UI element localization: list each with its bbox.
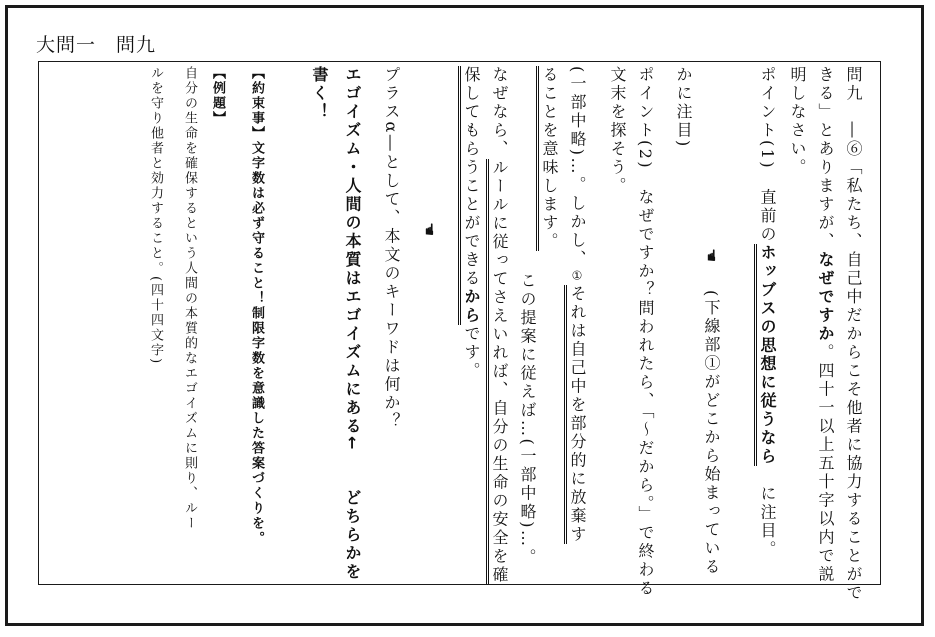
quote-line-2b: この提案に従えば…(一部中略)…。 [518, 272, 537, 567]
rule-text: 文字数は必ず守ること！制限字数を意識した答案づくりを。 [249, 141, 264, 546]
quote-emphasis: から [458, 288, 481, 325]
rule-line [249, 66, 263, 546]
quote-underlined: ることを意味します。 [536, 66, 559, 251]
pointing-hand-icon: ☚ [702, 248, 721, 265]
example-line-2: ルを守り他者と効力すること。(四十四文字) [148, 66, 163, 366]
question-emphasis: なぜですか [816, 251, 835, 344]
plus-line-2: エゴイズム・人間の本質はエゴイズムにある← どちらかを [343, 66, 362, 582]
worksheet-panel [38, 61, 881, 603]
quote-text: です。 [462, 325, 481, 381]
point1-line [759, 66, 775, 559]
point1-after: に注目。 [758, 466, 777, 559]
circled-number: ① [570, 268, 584, 285]
point2-line: ポイント(2) なぜですか？問われたら、「～だから。」で終わる [636, 66, 655, 599]
example-label [211, 66, 224, 126]
quote-line-4 [463, 66, 479, 381]
quote-underlined: ルールに従ってさえいれば、自分の生命の安全を確 [486, 159, 509, 585]
question-text: きる」とありますが、 [816, 66, 835, 251]
page-title: 大問一 問九 [36, 34, 157, 56]
point1-sub-2: かに注目) [674, 66, 693, 149]
point1-label: ポイント(1) 直前の [758, 66, 777, 245]
point1-emphasis: ホッブスの思想に従うなら [754, 244, 777, 466]
question-line-2 [817, 66, 833, 584]
example-line-1: 自分の生命を確保するという人間の本質的なエゴイズムに則り、ルー [182, 66, 197, 531]
point1-sub: (下線部①がどこから始まっている [702, 290, 721, 577]
rule-label: 【約束事】 [249, 66, 264, 141]
point2-sub: 文末を探そう。 [608, 66, 627, 196]
question-line-1: 問九 ―⑥「私たち、自己中だからこそ他者に協力することがで [844, 66, 863, 603]
pointing-hand-icon: ☚ [420, 222, 439, 239]
quote-underlined: それは自己中を部分的に放棄す [564, 285, 587, 544]
question-line-3: 明しなさい。 [788, 66, 807, 177]
quote-text: なぜなら、 [490, 66, 509, 159]
question-text: 。四十一以上五十字以内で説 [816, 343, 835, 584]
plus-line-1: プラスα―として、本文のキーワドは何か？ [382, 66, 401, 431]
quote-line-2 [541, 66, 557, 251]
quote-line-1 [569, 66, 585, 544]
example-label-text: 【例題】 [210, 66, 225, 126]
quote-text: (一部中略)…。しかし、 [568, 66, 587, 269]
quote-line-3 [491, 66, 507, 584]
plus-line-3: 書く！ [310, 66, 329, 122]
quote-underlined: 保してもらうことができる [458, 66, 481, 288]
